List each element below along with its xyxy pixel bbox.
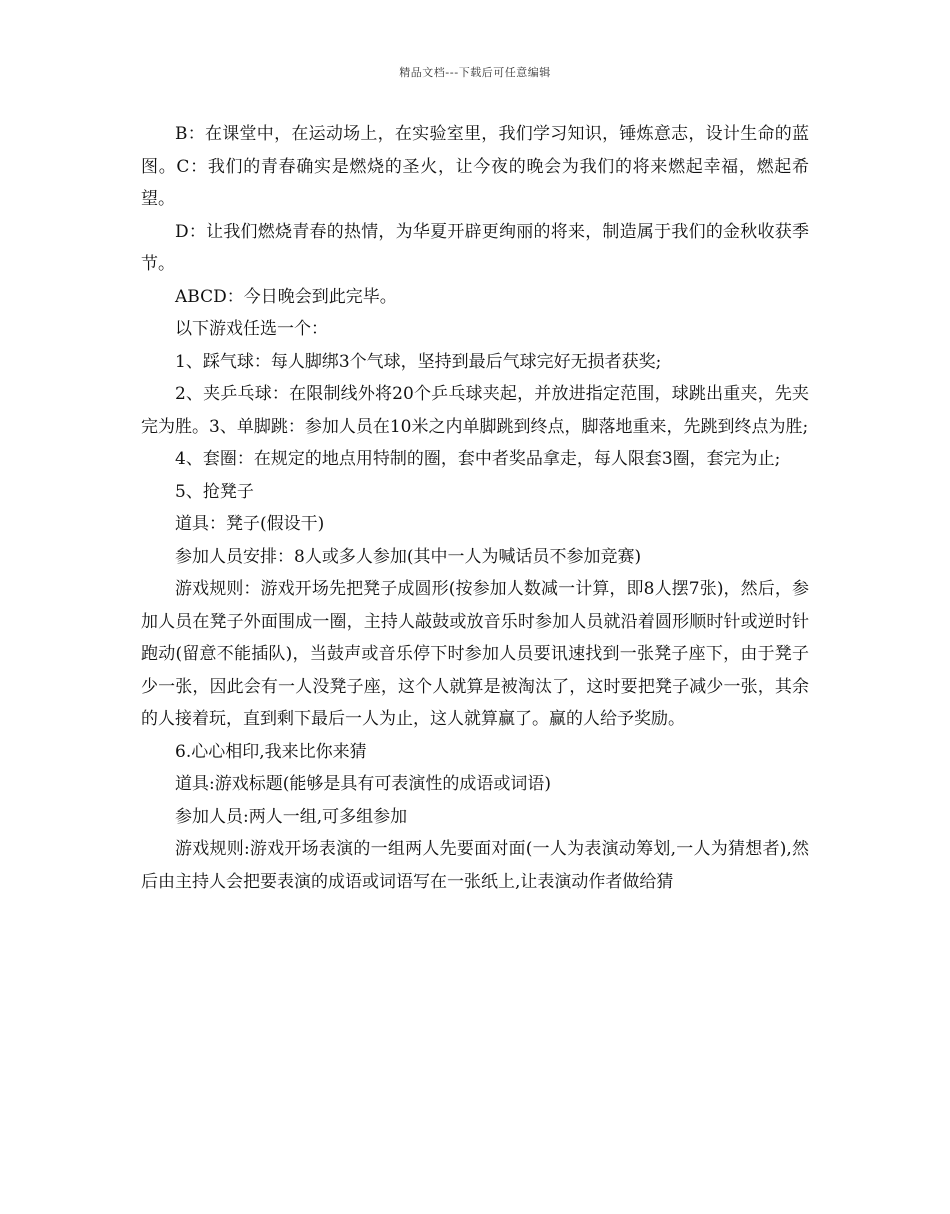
paragraph: 6.心心相印,我来比你来猜 (175, 741, 367, 762)
paragraph: 道具:游戏标题(能够是具有可表演性的成语或词语) (175, 774, 551, 794)
paragraph: 以下游戏任选一个： (175, 319, 328, 339)
paragraph: 参加人员:两人一组,可多组参加 (175, 806, 408, 827)
document-body (141, 118, 809, 898)
paragraph: 游戏规则：游戏开场先把凳子成圆形(按参加人数减一计算，即8人摆7张)，然后，参加人员在凳子外面围成一圈，主持人敲鼓或放音乐时参加人员就沿着圆形顺时针或逆时针跑动(留意不能插队)，当鼓声或音乐停下时参加人员要讯速找到一张凳子座下，由于凳子少一张，因此会有一人没凳子座，这个人就算是被淘汰了，这时要把凳子减少一张，其余的人接着玩，直到剩下最后一人为止，这人就算赢了。赢的人给予奖励。 (141, 579, 809, 729)
paragraph: D：让我们燃烧青春的热情，为华夏开辟更绚丽的将来，制造属于我们的金秋收获季节。 (141, 221, 809, 274)
paragraph: B：在课堂中，在运动场上，在实验室里，我们学习知识，锤炼意志，设计生命的蓝图。C：我们的青春确实是燃烧的圣火，让今夜的晚会为我们的将来燃起幸福，燃起希望。 (141, 124, 809, 209)
page-header: 精品文档---下载后可任意编辑 (399, 66, 551, 79)
paragraph: 5、抢凳子 (175, 481, 254, 502)
paragraph: ABCD：今日晚会到此完毕。 (175, 286, 397, 307)
paragraph: 道具：凳子(假设干) (175, 514, 325, 534)
paragraph: 2、夹乒乓球：在限制线外将20个乒乓球夹起，并放进指定范围，球跳出重夹，先夹完为胜。3、单脚跳：参加人员在10米之内单脚跳到终点，脚落地重来，先跳到终点为胜; (141, 384, 809, 437)
paragraph: 4、套圈：在规定的地点用特制的圈，套中者奖品拿走，每人限套3圈，套完为止; (175, 449, 781, 469)
paragraph: 参加人员安排：8人或多人参加(其中一人为喊话员不参加竞赛) (175, 546, 642, 567)
paragraph: 游戏规则:游戏开场表演的一组两人先要面对面(一人为表演动筹划,一人为猜想者),然后由主持人会把要表演的成语或词语写在一张纸上,让表演动作者做给猜 (141, 839, 809, 892)
paragraph: 1、踩气球：每人脚绑3个气球，坚持到最后气球完好无损者获奖; (175, 351, 662, 372)
